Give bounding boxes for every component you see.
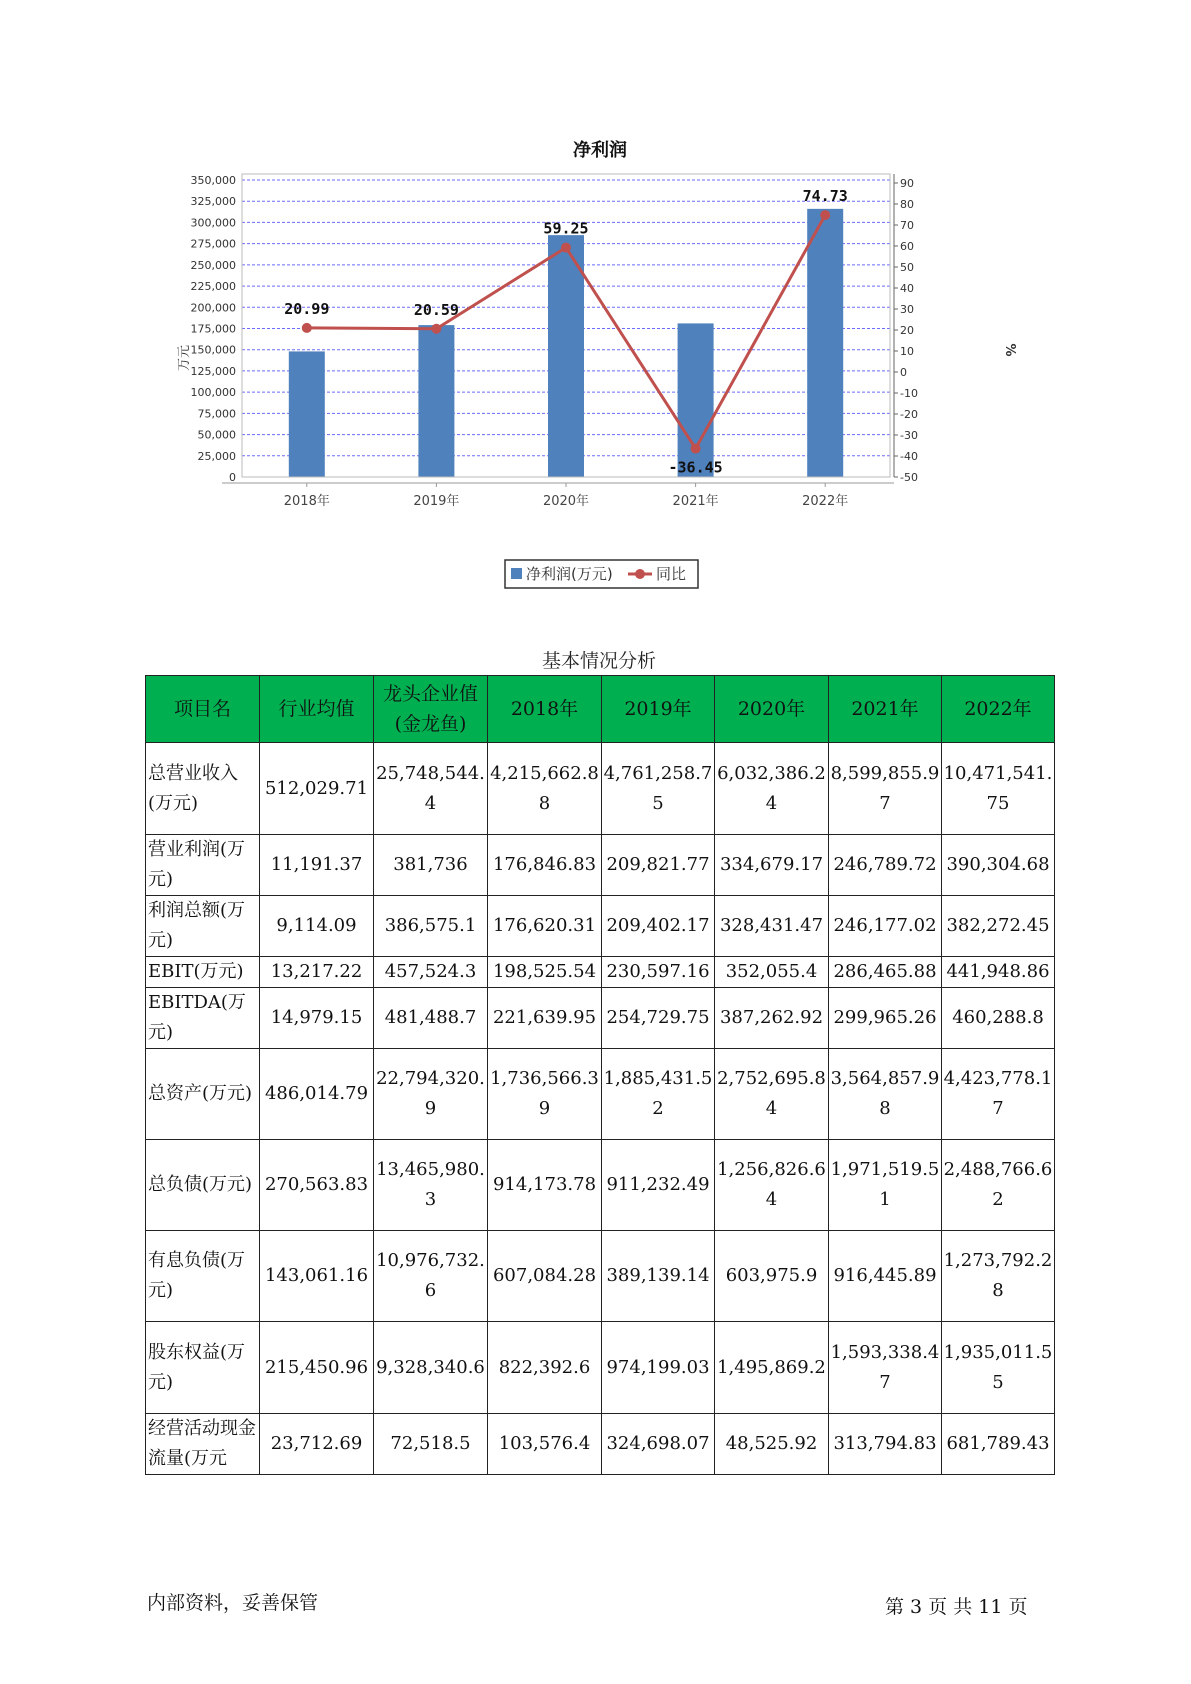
table-cell: 1,495,869.2: [715, 1322, 829, 1414]
table-cell: 1,736,566.39: [488, 1049, 602, 1140]
basic-analysis-table: [145, 675, 1055, 1475]
yoy-point: [302, 323, 312, 333]
table-row: [146, 957, 1055, 988]
row-label-cell: 总营业收入(万元): [146, 743, 260, 835]
table-cell: 1,971,519.51: [829, 1140, 942, 1231]
left-tick-label: 125,000: [190, 364, 236, 378]
table-cell: 2,488,766.62: [942, 1140, 1055, 1231]
table-cell: 23,712.69: [260, 1414, 374, 1475]
table-cell: 603,975.9: [715, 1231, 829, 1322]
legend-line-marker: [635, 569, 645, 579]
table-cell: 457,524.3: [374, 957, 488, 988]
table-cell: 221,639.95: [488, 988, 602, 1049]
right-tick-label: -50: [900, 471, 918, 484]
table-cell: 387,262.92: [715, 988, 829, 1049]
table-cell: 1,593,338.47: [829, 1322, 942, 1414]
yoy-point: [561, 243, 571, 253]
table-cell: 176,846.83: [488, 835, 602, 896]
table-cell: 1,273,792.28: [942, 1231, 1055, 1322]
bar: [289, 351, 325, 477]
table-cell: 10,471,541.75: [942, 743, 1055, 835]
x-tick-label: 2021年: [672, 494, 719, 509]
table-cell: 25,748,544.4: [374, 743, 488, 835]
table-cell: 286,465.88: [829, 957, 942, 988]
bar: [678, 323, 714, 477]
table-header-cell: 2020年: [715, 676, 829, 743]
table-row: [146, 896, 1055, 957]
table-cell: 4,761,258.75: [602, 743, 715, 835]
x-tick-label: 2020年: [542, 494, 590, 509]
net-profit-chart: [160, 130, 1017, 600]
legend-bar-label: 净利润(万元): [526, 565, 613, 583]
left-tick-label: 0: [229, 471, 236, 484]
table-cell: 176,620.31: [488, 896, 602, 957]
left-tick-label: 25,000: [197, 449, 236, 463]
table-cell: 911,232.49: [602, 1140, 715, 1231]
row-label-cell: 股东权益(万元): [146, 1322, 260, 1414]
right-tick-label: 30: [900, 303, 914, 316]
table-cell: 143,061.16: [260, 1231, 374, 1322]
table-caption: 基本情况分析: [541, 650, 656, 672]
table-cell: 512,029.71: [260, 743, 374, 835]
yoy-data-label: 59.25: [543, 219, 589, 238]
yoy-data-label: 20.59: [413, 300, 459, 319]
right-tick-label: 20: [900, 324, 914, 337]
table-cell: 270,563.83: [260, 1140, 374, 1231]
row-label-cell: 营业利润(万元): [146, 835, 260, 896]
table-cell: 9,114.09: [260, 896, 374, 957]
table-cell: 381,736: [374, 835, 488, 896]
table-cell: 22,794,320.9: [374, 1049, 488, 1140]
right-tick-label: -40: [900, 450, 918, 463]
row-label-cell: 利润总额(万元): [146, 896, 260, 957]
table-cell: 1,256,826.64: [715, 1140, 829, 1231]
left-tick-label: 175,000: [190, 322, 236, 336]
yoy-point: [691, 444, 701, 454]
table-cell: 352,055.4: [715, 957, 829, 988]
right-tick-label: 90: [900, 177, 914, 190]
table-cell: 246,177.02: [829, 896, 942, 957]
left-tick-label: 225,000: [190, 280, 236, 294]
table-cell: 9,328,340.6: [374, 1322, 488, 1414]
right-tick-label: 40: [900, 282, 914, 295]
right-tick-label: -30: [900, 429, 918, 442]
table-cell: 386,575.1: [374, 896, 488, 957]
yoy-point: [431, 324, 441, 334]
table-cell: 103,576.4: [488, 1414, 602, 1475]
left-tick-label: 150,000: [190, 343, 236, 357]
table-cell: 198,525.54: [488, 957, 602, 988]
left-tick-label: 50,000: [197, 428, 236, 442]
bar: [807, 209, 843, 477]
table-cell: 13,217.22: [260, 957, 374, 988]
table-row: [146, 1140, 1055, 1231]
chart-title: 净利润: [573, 140, 627, 161]
right-tick-label: 70: [900, 219, 914, 232]
table-cell: 481,488.7: [374, 988, 488, 1049]
chart-legend: [505, 560, 698, 588]
table-cell: 328,431.47: [715, 896, 829, 957]
yoy-data-label: 74.73: [802, 187, 848, 206]
table-cell: 974,199.03: [602, 1322, 715, 1414]
table-cell: 4,423,778.17: [942, 1049, 1055, 1140]
left-tick-label: 300,000: [190, 216, 236, 230]
table-header-cell: 2018年: [488, 676, 602, 743]
table-cell: 3,564,857.98: [829, 1049, 942, 1140]
table-cell: 441,948.86: [942, 957, 1055, 988]
row-label-cell: 总资产(万元): [146, 1049, 260, 1140]
table-cell: 209,821.77: [602, 835, 715, 896]
left-axis-label: 万元: [177, 344, 192, 372]
yoy-data-label: -36.45: [668, 458, 723, 477]
row-label-cell: 经营活动现金流量(万元: [146, 1414, 260, 1475]
table-cell: 382,272.45: [942, 896, 1055, 957]
table-cell: 324,698.07: [602, 1414, 715, 1475]
table-header-cell: 项目名: [146, 676, 260, 743]
table-row: [146, 835, 1055, 896]
table-cell: 299,965.26: [829, 988, 942, 1049]
table-cell: 607,084.28: [488, 1231, 602, 1322]
table-header-cell: 2019年: [602, 676, 715, 743]
table-row: [146, 1231, 1055, 1322]
yoy-point: [820, 210, 830, 220]
left-tick-label: 200,000: [190, 301, 236, 315]
table-cell: 4,215,662.88: [488, 743, 602, 835]
x-tick-label: 2018年: [283, 494, 330, 509]
table-header-cell: 龙头企业值(金龙鱼): [374, 676, 488, 743]
table-cell: 254,729.75: [602, 988, 715, 1049]
footer-confidential: 内部资料，妥善保管: [147, 1592, 319, 1614]
table-cell: 209,402.17: [602, 896, 715, 957]
legend-line-label: 同比: [656, 565, 687, 583]
right-tick-label: 50: [900, 261, 914, 274]
x-tick-label: 2019年: [413, 494, 460, 509]
table-cell: 8,599,855.97: [829, 743, 942, 835]
bar: [548, 235, 584, 477]
right-tick-label: 80: [900, 198, 914, 211]
x-tick-label: 2022年: [802, 494, 849, 509]
table-cell: 681,789.43: [942, 1414, 1055, 1475]
left-tick-label: 275,000: [190, 237, 236, 251]
table-cell: 2,752,695.84: [715, 1049, 829, 1140]
yoy-data-label: 20.99: [284, 299, 330, 318]
row-label-cell: EBITDA(万元): [146, 988, 260, 1049]
table-row: [146, 1322, 1055, 1414]
table-header-cell: 行业均值: [260, 676, 374, 743]
table-row: [146, 743, 1055, 835]
table-row: [146, 988, 1055, 1049]
table-cell: 10,976,732.6: [374, 1231, 488, 1322]
table-cell: 486,014.79: [260, 1049, 374, 1140]
right-tick-label: 0: [900, 366, 907, 379]
row-label-cell: EBIT(万元): [146, 957, 260, 988]
table-cell: 48,525.92: [715, 1414, 829, 1475]
table-cell: 914,173.78: [488, 1140, 602, 1231]
left-tick-label: 100,000: [190, 386, 236, 400]
table-cell: 334,679.17: [715, 835, 829, 896]
table-cell: 14,979.15: [260, 988, 374, 1049]
table-cell: 390,304.68: [942, 835, 1055, 896]
table-cell: 13,465,980.3: [374, 1140, 488, 1231]
bar: [418, 325, 454, 477]
table-cell: 460,288.8: [942, 988, 1055, 1049]
table-cell: 389,139.14: [602, 1231, 715, 1322]
right-tick-label: -10: [900, 387, 918, 400]
table-cell: 72,518.5: [374, 1414, 488, 1475]
table-header-row: [146, 676, 1055, 743]
right-tick-label: -20: [900, 408, 918, 421]
table-cell: 230,597.16: [602, 957, 715, 988]
right-tick-label: 10: [900, 345, 914, 358]
footer-page-number: 第 3 页 共 11 页: [885, 1596, 1028, 1618]
table-row: [146, 1414, 1055, 1475]
left-tick-label: 75,000: [197, 407, 236, 421]
table-cell: 215,450.96: [260, 1322, 374, 1414]
table-cell: 1,885,431.52: [602, 1049, 715, 1140]
table-header-cell: 2022年: [942, 676, 1055, 743]
table-cell: 313,794.83: [829, 1414, 942, 1475]
table-cell: 822,392.6: [488, 1322, 602, 1414]
table-cell: 916,445.89: [829, 1231, 942, 1322]
table-cell: 11,191.37: [260, 835, 374, 896]
row-label-cell: 总负债(万元): [146, 1140, 260, 1231]
table-cell: 6,032,386.24: [715, 743, 829, 835]
left-tick-label: 350,000: [190, 174, 236, 187]
right-axis-label: %: [1002, 343, 1017, 357]
legend-bar-swatch: [511, 568, 522, 579]
row-label-cell: 有息负债(万元): [146, 1231, 260, 1322]
table-cell: 1,935,011.55: [942, 1322, 1055, 1414]
left-tick-label: 250,000: [190, 258, 236, 272]
left-tick-label: 325,000: [190, 195, 236, 209]
table-cell: 246,789.72: [829, 835, 942, 896]
table-header-cell: 2021年: [829, 676, 942, 743]
table-row: [146, 1049, 1055, 1140]
right-tick-label: 60: [900, 240, 914, 253]
